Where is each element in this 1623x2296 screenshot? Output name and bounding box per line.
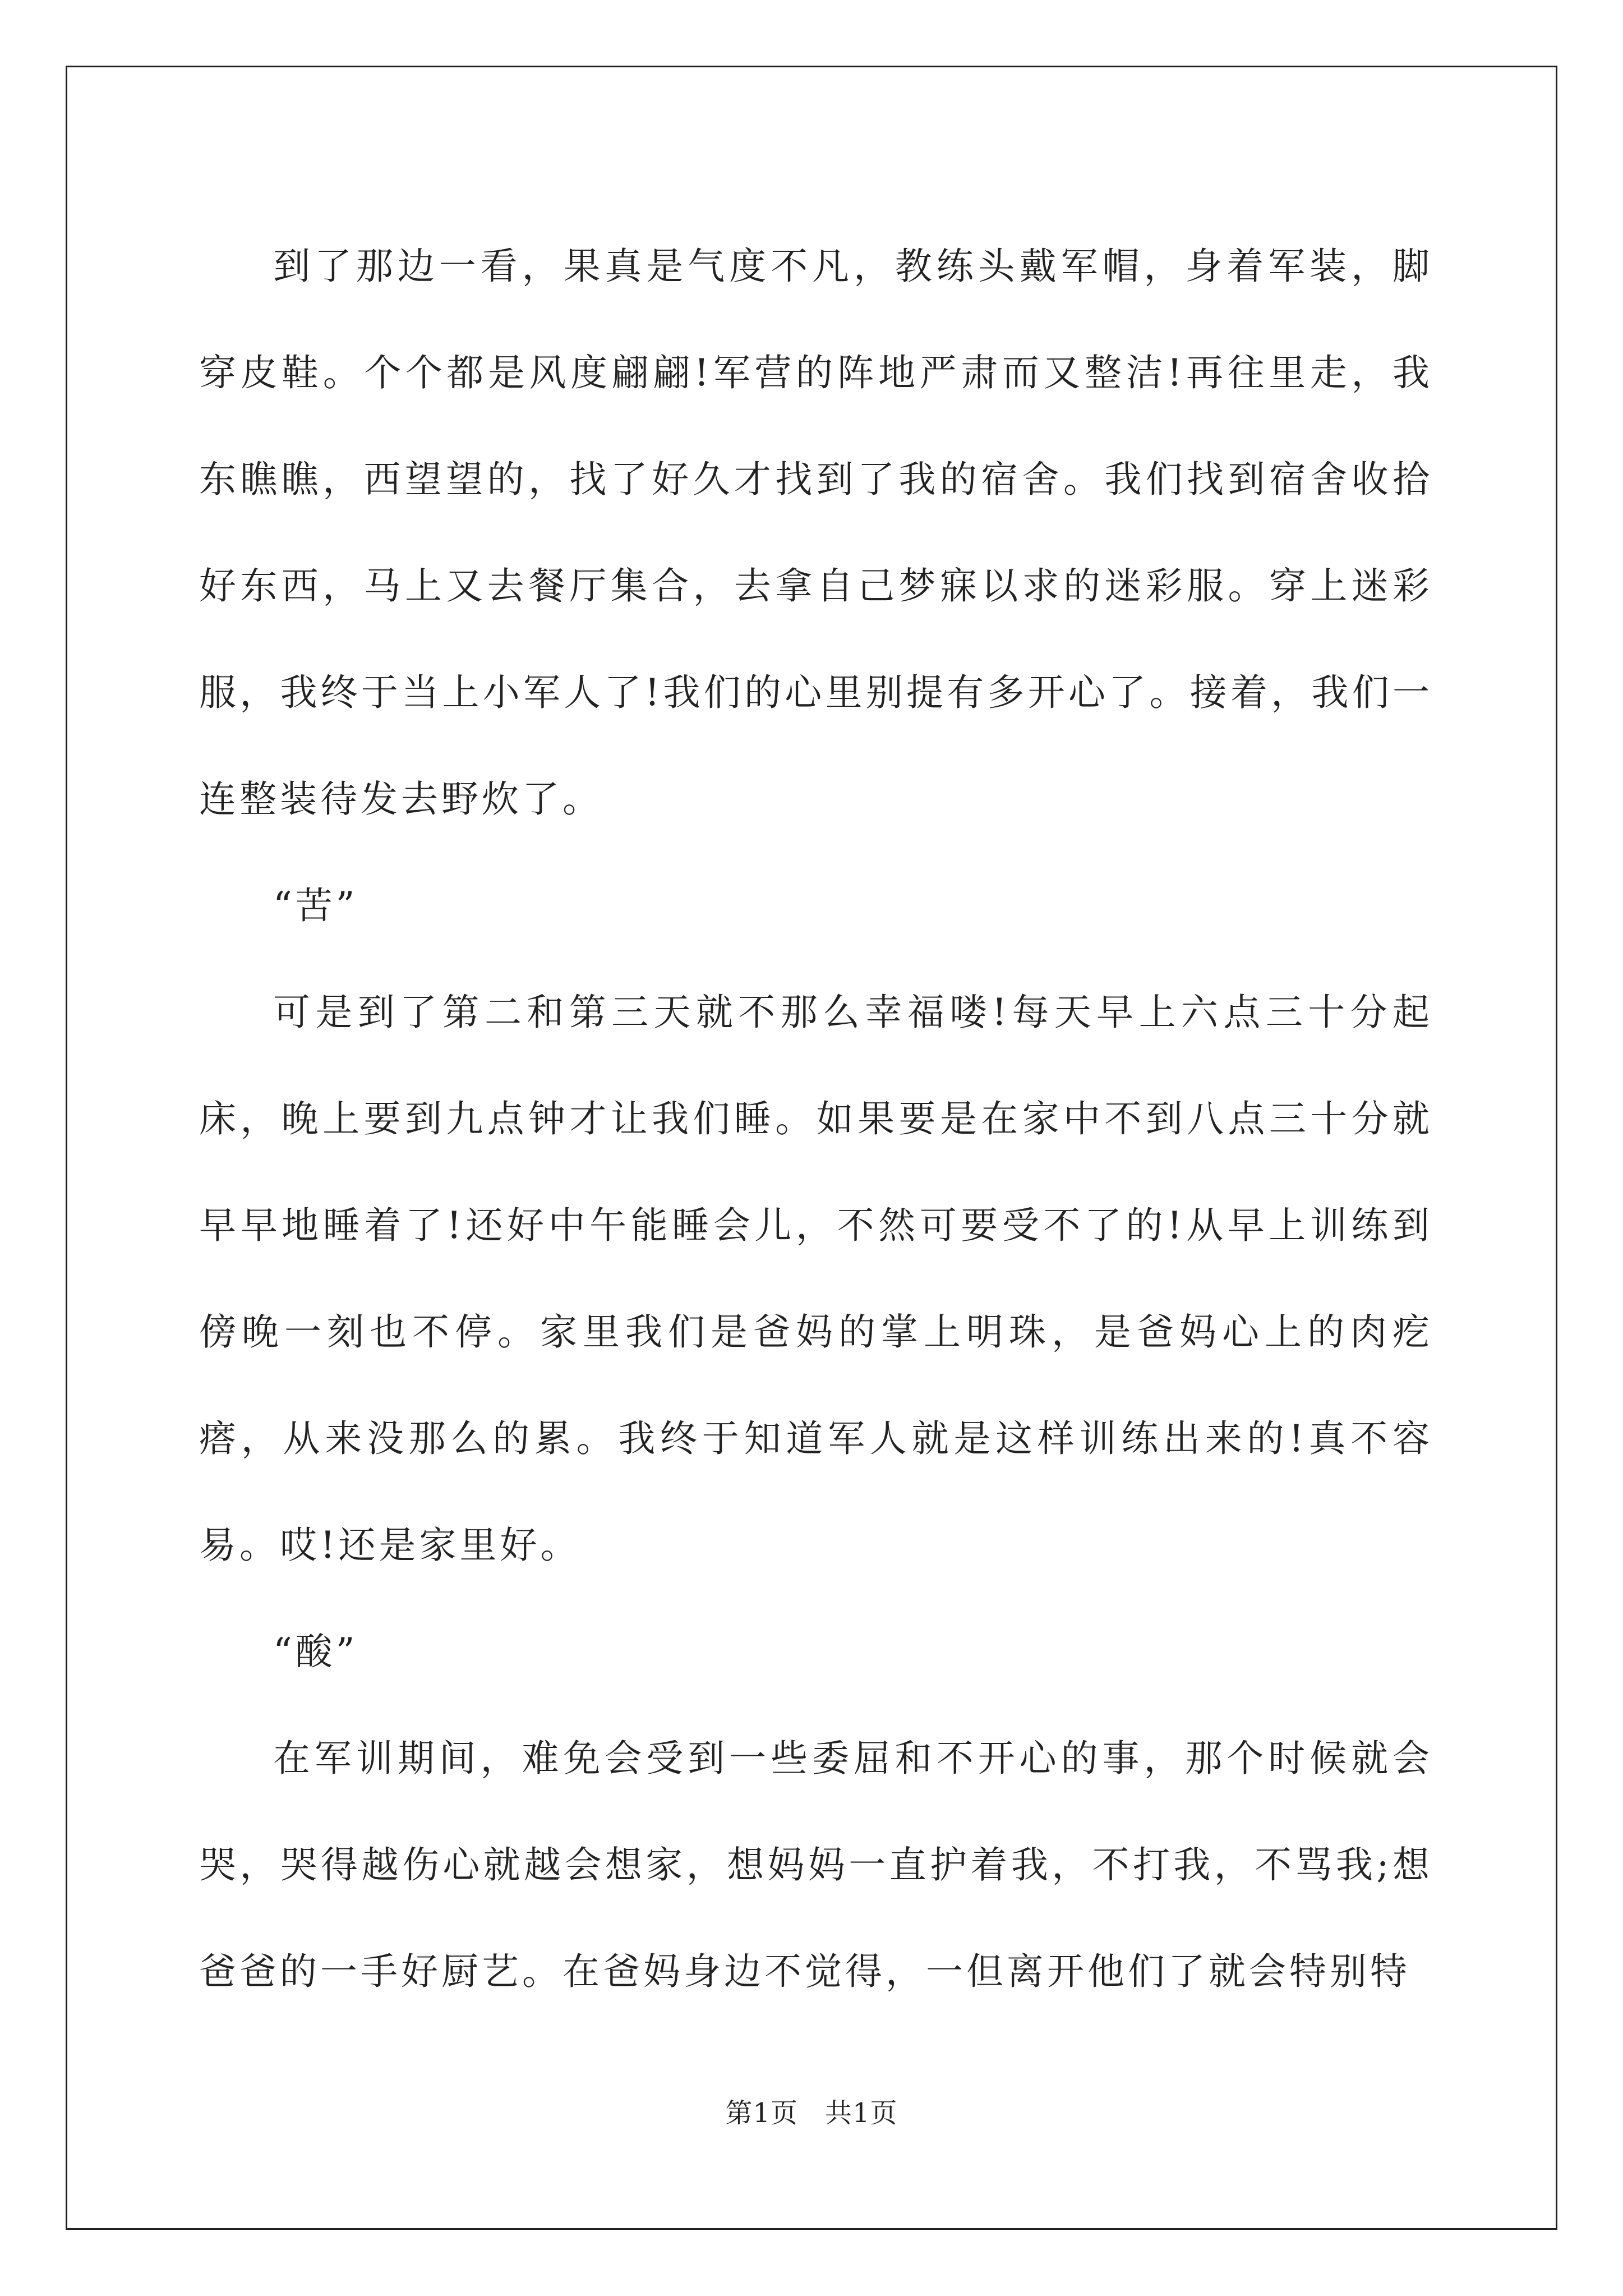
page-total: 共1页 (825, 2097, 898, 2129)
document-body (199, 213, 1433, 2025)
paragraph-sour: 在军训期间，难免会受到一些委屈和不开心的事，那个时候就会哭，哭得越伤心就越会想家，想妈妈一直护着我，不打我，不骂我;想爸爸的一手好厨艺。在爸妈身边不觉得，一但离开他们了就会特别特 (199, 1737, 1433, 1993)
section-heading-sour: “酸” (273, 1630, 358, 1673)
paragraph-bitter: 可是到了第二和第三天就不那么幸福喽!每天早上六点三十分起床，晚上要到九点钟才让我们睡。如果要是在家中不到八点三十分就早早地睡着了!还好中午能睡会儿，不然可要受不了的!从早上训练到傍晚一刻也不停。家里我们是爸妈的掌上明珠，是爸妈心上的肉疙瘩，从来没那么的累。我终于知道军人就是这样训练出来的!真不容易。哎!还是家里好。 (199, 991, 1433, 1567)
page-number: 第1页 (725, 2097, 798, 2129)
section-heading-bitter: “苦” (273, 884, 358, 927)
paragraph-arrival: 到了那边一看，果真是气度不凡，教练头戴军帽，身着军装，脚穿皮鞋。个个都是风度翩翩!军营的阵地严肃而又整洁!再往里走，我东瞧瞧，西望望的，找了好久才找到了我的宿舍。我们找到宿舍收拾好东西，马上又去餐厅集合，去拿自己梦寐以求的迷彩服。穿上迷彩服，我终于当上小军人了!我们的心里别提有多开心了。接着，我们一连整装待发去野炊了。 (199, 245, 1433, 821)
page-footer (0, 2091, 1623, 2130)
